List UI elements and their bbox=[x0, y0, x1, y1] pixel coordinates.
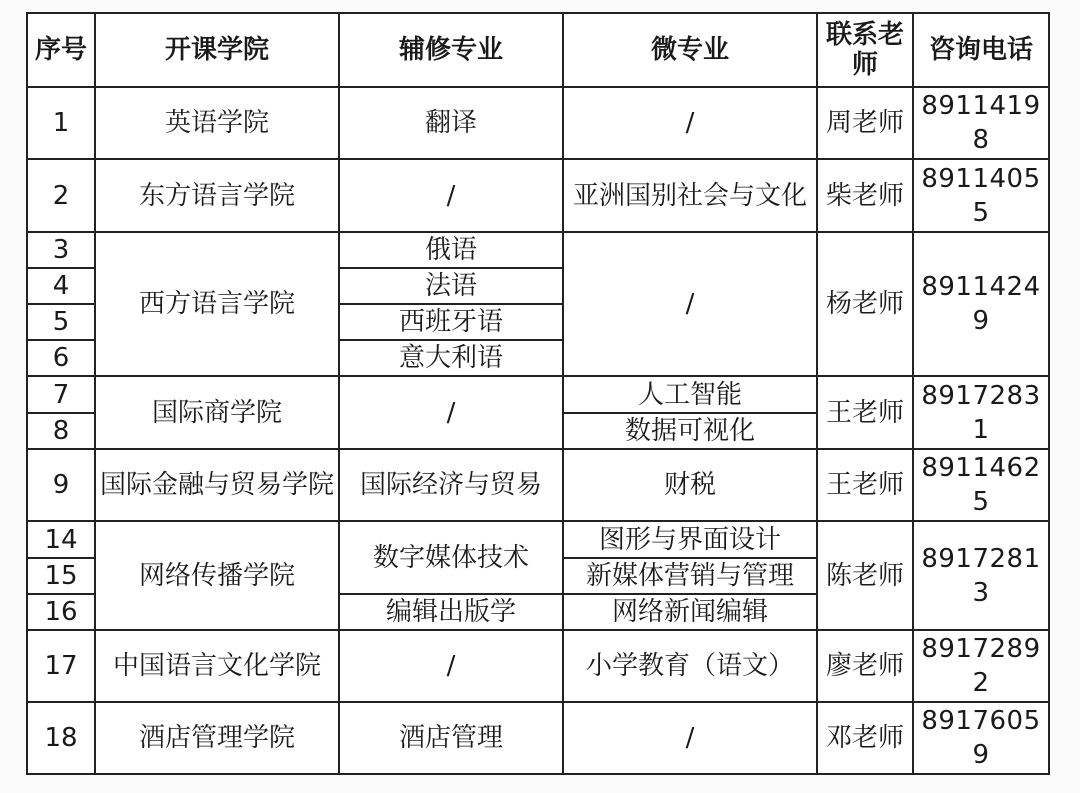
teacher-cell: 周老师 bbox=[817, 87, 913, 159]
micro-major-cell: 网络新闻编辑 bbox=[563, 594, 817, 630]
minor-cell: 酒店管理 bbox=[339, 702, 563, 774]
micro-major-cell: 新媒体营销与管理 bbox=[563, 558, 817, 594]
teacher-cell: 陈老师 bbox=[817, 521, 913, 630]
phone-cell: 89172892 bbox=[913, 630, 1049, 702]
micro-major-cell: / bbox=[563, 232, 817, 376]
table-row bbox=[27, 87, 1049, 159]
phone-cell: 89114625 bbox=[913, 449, 1049, 521]
row-number: 15 bbox=[27, 558, 95, 594]
teacher-cell: 柴老师 bbox=[817, 159, 913, 232]
micro-major-cell: 图形与界面设计 bbox=[563, 521, 817, 558]
college-cell: 英语学院 bbox=[95, 87, 339, 159]
row-number: 6 bbox=[27, 340, 95, 376]
college-cell: 国际商学院 bbox=[95, 376, 339, 449]
minor-cell: / bbox=[339, 159, 563, 232]
college-cell: 东方语言学院 bbox=[95, 159, 339, 232]
header-cell-micro: 微专业 bbox=[563, 13, 817, 87]
micro-major-cell: 小学教育（语文） bbox=[563, 630, 817, 702]
table-row bbox=[27, 376, 1049, 413]
table-row bbox=[27, 159, 1049, 232]
row-number: 18 bbox=[27, 702, 95, 774]
phone-cell: 89172831 bbox=[913, 376, 1049, 449]
header-cell-minor: 辅修专业 bbox=[339, 13, 563, 87]
minor-cell: 编辑出版学 bbox=[339, 594, 563, 630]
header-cell-phone: 咨询电话 bbox=[913, 13, 1049, 87]
row-number: 2 bbox=[27, 159, 95, 232]
row-number: 1 bbox=[27, 87, 95, 159]
minor-cell: 俄语 bbox=[339, 232, 563, 268]
row-number: 8 bbox=[27, 413, 95, 449]
table-row bbox=[27, 232, 1049, 268]
phone-cell: 89114198 bbox=[913, 87, 1049, 159]
header-cell-teacher: 联系老师 bbox=[817, 13, 913, 87]
row-number: 16 bbox=[27, 594, 95, 630]
header-cell-college: 开课学院 bbox=[95, 13, 339, 87]
header-row bbox=[27, 13, 1049, 87]
teacher-cell: 邓老师 bbox=[817, 702, 913, 774]
header-cell-no: 序号 bbox=[27, 13, 95, 87]
phone-cell: 89114249 bbox=[913, 232, 1049, 376]
minor-programs-table bbox=[26, 12, 1050, 775]
minor-cell: / bbox=[339, 630, 563, 702]
phone-cell: 89114055 bbox=[913, 159, 1049, 232]
minor-cell: / bbox=[339, 376, 563, 449]
row-number: 7 bbox=[27, 376, 95, 413]
college-cell: 西方语言学院 bbox=[95, 232, 339, 376]
minor-cell: 数字媒体技术 bbox=[339, 521, 563, 594]
minor-cell: 西班牙语 bbox=[339, 304, 563, 340]
table-row bbox=[27, 449, 1049, 521]
row-number: 5 bbox=[27, 304, 95, 340]
teacher-cell: 王老师 bbox=[817, 449, 913, 521]
row-number: 14 bbox=[27, 521, 95, 558]
college-cell: 中国语言文化学院 bbox=[95, 630, 339, 702]
college-cell: 网络传播学院 bbox=[95, 521, 339, 630]
teacher-cell: 杨老师 bbox=[817, 232, 913, 376]
college-cell: 酒店管理学院 bbox=[95, 702, 339, 774]
minor-cell: 翻译 bbox=[339, 87, 563, 159]
phone-cell: 89172813 bbox=[913, 521, 1049, 630]
micro-major-cell: 财税 bbox=[563, 449, 817, 521]
micro-major-cell: 亚洲国别社会与文化 bbox=[563, 159, 817, 232]
phone-cell: 89176059 bbox=[913, 702, 1049, 774]
minor-cell: 意大利语 bbox=[339, 340, 563, 376]
row-number: 9 bbox=[27, 449, 95, 521]
row-number: 3 bbox=[27, 232, 95, 268]
row-number: 4 bbox=[27, 268, 95, 304]
table-row bbox=[27, 521, 1049, 558]
micro-major-cell: / bbox=[563, 702, 817, 774]
row-number: 17 bbox=[27, 630, 95, 702]
college-cell: 国际金融与贸易学院 bbox=[95, 449, 339, 521]
minor-cell: 法语 bbox=[339, 268, 563, 304]
micro-major-cell: 数据可视化 bbox=[563, 413, 817, 449]
table-row bbox=[27, 702, 1049, 774]
table-row bbox=[27, 630, 1049, 702]
micro-major-cell: / bbox=[563, 87, 817, 159]
teacher-cell: 廖老师 bbox=[817, 630, 913, 702]
micro-major-cell: 人工智能 bbox=[563, 376, 817, 413]
minor-cell: 国际经济与贸易 bbox=[339, 449, 563, 521]
teacher-cell: 王老师 bbox=[817, 376, 913, 449]
